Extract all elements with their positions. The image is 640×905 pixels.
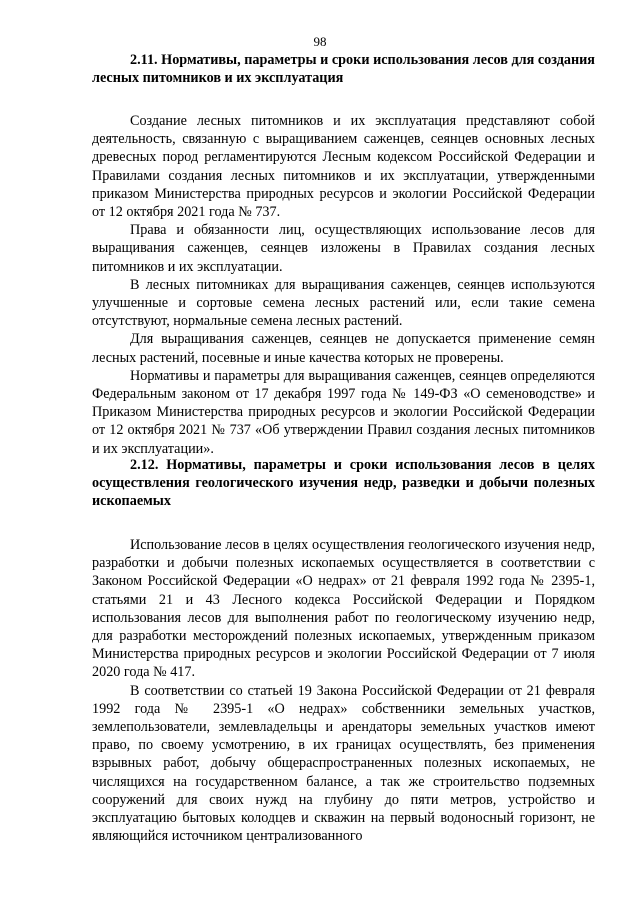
- paragraph: Нормативы и параметры для выращивания саженцев, сеянцев определяются Федеральным законом от 17 декабря 1997 года № 149-ФЗ «О семеноводстве» и Приказом Министерства природных ресурсов и экологии Российской Федерации от 12 октября 2021 № 737 «Об утверждении Правил создания лесных питомников и их эксплуатации».: [92, 367, 595, 457]
- paragraph: В лесных питомниках для выращивания саженцев, сеянцев используются улучшенные и сортовые семена лесных растений или, если такие семена отсутствуют, нормальные семена лесных растений.: [92, 276, 595, 330]
- paragraph: Использование лесов в целях осуществления геологического изучения недр, разработки и добычи полезных ископаемых осуществляется в соответствии с Законом Российской Федерации «О недрах» от 21 февраля 1992 года № 2395-1, статьями 21 и 43 Лесного кодекса Российской Федерации и Порядком использования лесов для выполнения работ по геологическому изучению недр, для разработки месторождений полезных ископаемых, утвержденным приказом Министерства природных ресурсов и экологии Российской Федерации от 7 июля 2020 года № 417.: [92, 537, 595, 681]
- section-2-12-heading: 2.12. Нормативы, параметры и сроки использования лесов в целях осуществления геологического изучения недр, разведки и добычи полезных ископаемых: [92, 457, 595, 509]
- paragraph: Создание лесных питомников и их эксплуатация представляют собой деятельность, связанную с выращиванием саженцев, сеянцев основных лесных древесных пород регламентируются Лесным кодексом Российской Федерации и Правилами создания лесных питомников и их эксплуатации, утвержденными приказом Министерства природных ресурсов и экологии Российской Федерации от 12 октября 2021 года № 737.: [92, 113, 595, 221]
- section-2-11-body: [92, 112, 595, 458]
- paragraph: Для выращивания саженцев, сеянцев не допускается применение семян лесных растений, посевные и иные качества которых не проверены.: [92, 331, 595, 366]
- section-2-11-heading: 2.11. Нормативы, параметры и сроки использования лесов для создания лесных питомников и их эксплуатация: [92, 52, 595, 86]
- page-number: 98: [313, 34, 327, 49]
- paragraph: В соответствии со статьей 19 Закона Российской Федерации от 21 февраля 1992 года № 2395-1 «О недрах» собственники земельных участков, землепользователи, землевладельцы и арендаторы земельных участков имеют право, по своему усмотрению, в их границах осуществлять, без применения взрывных работ, добычу общераспространенных полезных ископаемых, не числящихся на государственном балансе, а так же строительство подземных сооружений для своих нужд на глубину до пяти метров, устройство и эксплуатацию бытовых колодцев и скважин на первый водоносный горизонт, не являющийся источником централизованного: [92, 682, 595, 845]
- section-2-12-body: [92, 536, 595, 845]
- paragraph: Права и обязанности лиц, осуществляющих использование лесов для выращивания саженцев, сеянцев изложены в Правилах создания лесных питомников и их эксплуатации.: [92, 222, 595, 275]
